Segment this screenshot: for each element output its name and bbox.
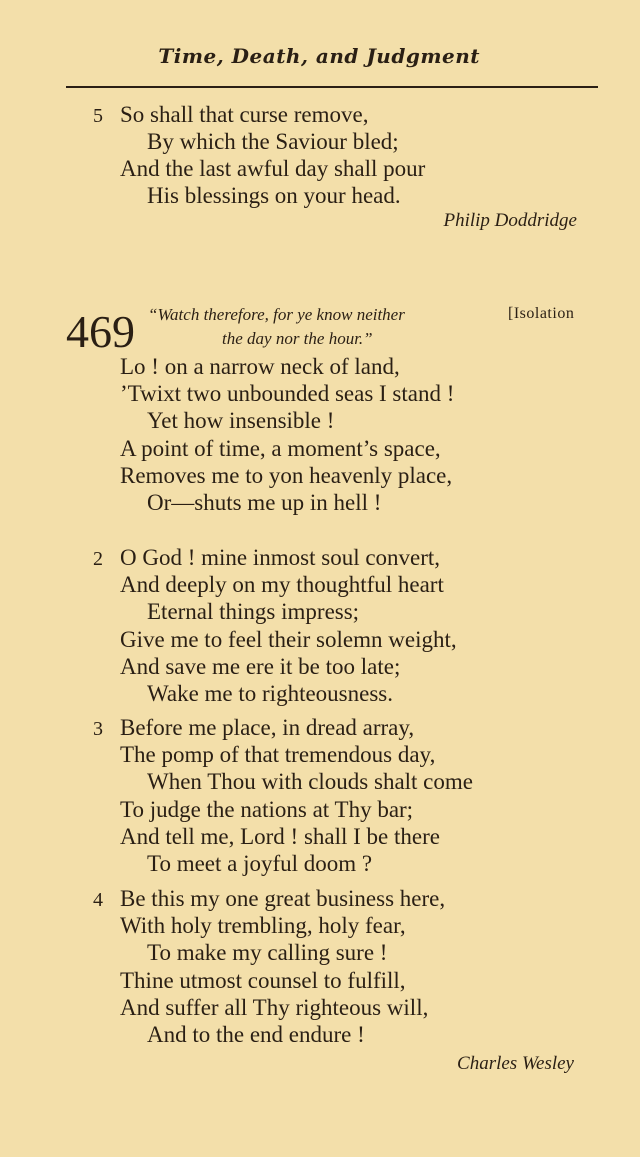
verse-line: O God ! mine inmost soul convert, [120,545,441,570]
verse-line: To meet a joyful doom ? [147,851,373,876]
verse-line: Wake me to righteousness. [147,681,393,706]
epigraph-line: “Watch therefore, for ye know neither [148,305,405,324]
verse-line: Yet how insensible ! [147,408,335,433]
verse-line: And suffer all Thy righteous will, [120,995,429,1020]
verse-line: ’Twixt two unbounded seas I stand ! [120,381,455,406]
verse-line: Be this my one great business here, [120,886,446,911]
verse-line: Eternal things impress; [147,599,360,624]
verse-line: His blessings on your head. [147,183,401,208]
stanza-number: 3 [93,718,103,740]
verse-line: So shall that curse remove, [120,102,369,127]
author-attribution: Philip Doddridge [443,210,577,231]
epigraph-line: the day nor the hour.” [222,329,373,348]
hymn-number: 469 [66,306,135,357]
verse-line: With holy trembling, holy fear, [120,913,406,938]
author-attribution: Charles Wesley [457,1053,574,1074]
verse-line: A point of time, a moment’s space, [120,436,441,461]
header-rule [66,86,598,88]
verse-line: And tell me, Lord ! shall I be there [120,824,440,849]
verse-line: To make my calling sure ! [147,940,388,965]
stanza-number: 2 [93,548,103,570]
stanza-number: 5 [93,105,103,127]
section-title: Time, Death, and Judgment [158,44,480,68]
verse-line: Lo ! on a narrow neck of land, [120,354,400,379]
verse-line: Before me place, in dread array, [120,715,415,740]
verse-line: Thine utmost counsel to fulfill, [120,968,406,993]
verse-line: And the last awful day shall pour [120,156,426,181]
verse-line: And deeply on my thoughtful heart [120,572,444,597]
stanza-number: 4 [93,889,103,911]
verse-line: When Thou with clouds shalt come [147,769,473,794]
tune-name: [Isolation [508,305,575,322]
verse-line: To judge the nations at Thy bar; [120,797,414,822]
verse-line: And save me ere it be too late; [120,654,401,679]
verse-line: Removes me to yon heavenly place, [120,463,453,488]
verse-line: Give me to feel their solemn weight, [120,627,457,652]
verse-line: By which the Saviour bled; [147,129,399,154]
verse-line: The pomp of that tremendous day, [120,742,436,767]
verse-line: Or—shuts me up in hell ! [147,490,382,515]
verse-line: And to the end endure ! [147,1022,365,1047]
